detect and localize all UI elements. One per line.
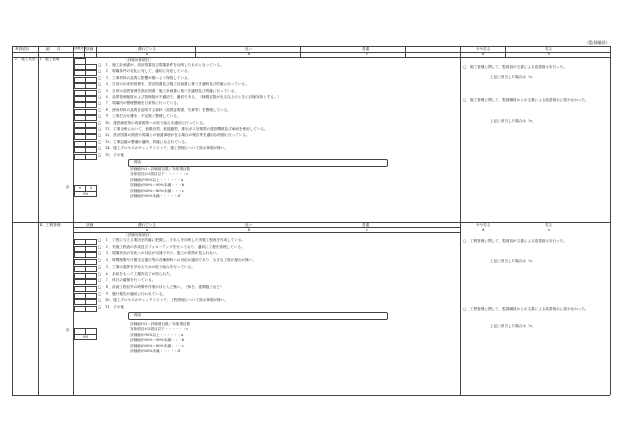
section1-note4: 上記に該当した場合は「e」	[490, 119, 536, 123]
formula-line: 評価値(%)＝評価項目数／対象項目数	[130, 322, 191, 326]
evaluation-item: □ ２．現場条件の変化に対して、適切に対応している。	[98, 69, 192, 74]
section1-note3: □ 施工管理に関して、監督職員からの文書による改善指示に従わなかった。	[463, 98, 589, 102]
rating-checkbox[interactable]	[85, 70, 97, 76]
grade-a-letter: a	[146, 52, 149, 56]
section1-calc-box1: 0	[74, 185, 86, 192]
section2-grade-e-letter: e	[548, 227, 551, 232]
col-sep-notes	[460, 46, 461, 395]
col-sep-item	[38, 46, 39, 395]
evaluation-item: □ ５．工事の進捗を早めるための取り組みを行っている。	[98, 264, 195, 269]
rating-checkbox[interactable]	[85, 273, 97, 279]
evaluation-item: □ ３．現場状況の変化への対応が迅速であり、施工の停滞が見られない。	[98, 251, 220, 256]
section1-note1: □ 施工管理に関して、監督員が文書による改善指示を行った。	[463, 65, 567, 69]
grade-b-letter: b	[248, 52, 251, 56]
col-sep-a	[195, 46, 196, 57]
rating-checkbox[interactable]	[85, 266, 97, 272]
section2-note3: □ 工程管理に関して、監督職員からの文書による改善指示に従わなかった。	[463, 307, 589, 311]
evaluation-item: □ ６．品質管理頻度および管理数が不適切で、適切である。（検測定数が出る以上のときに評価対象とする。）	[98, 95, 282, 99]
rating-checkbox[interactable]	[85, 134, 97, 140]
evaluation-item: □ ２．実施工程表の作成及びフォローアップを行っており、適切に工程を管理している。	[98, 244, 245, 249]
section1-calc-label: 計	[66, 185, 70, 189]
formula-line: 評価値が90%以上・・・・・・a	[130, 332, 184, 337]
formula-line: 評価値が80%～90%未満・・・b	[130, 183, 185, 188]
header-item: 考査項目	[15, 46, 30, 51]
section1-calc-box2: 0	[85, 185, 97, 192]
formula-line: 評価値が60%～80%未満・・・c	[130, 343, 184, 348]
grade-d-letter: d	[482, 52, 485, 56]
section1-subheader: ［評価対象項目］	[124, 57, 153, 62]
rating-checkbox[interactable]	[85, 246, 97, 252]
evaluation-item: □ １．施工計画書が、設計図書及び現場条件を反映したものとなっている。	[98, 63, 224, 67]
section2-pct: 0%	[74, 334, 97, 341]
section2-grade-d: やや劣る	[476, 222, 491, 227]
section2-grade-c: 普通	[362, 222, 370, 227]
col-sep-c	[405, 46, 406, 57]
rating-checkbox[interactable]	[85, 252, 97, 258]
header-eval: 評価対象	[74, 46, 87, 50]
grade-b-label: 良い	[245, 46, 253, 51]
rating-checkbox[interactable]	[85, 286, 97, 292]
formula-line: 評価値が60%未満・・・・・d	[130, 349, 180, 353]
evaluation-item: □ 12．設計図書の照査や現場との相違事項が在る場合の報告等を適切な時期に行っている。	[98, 133, 250, 138]
rating-checkbox[interactable]	[85, 299, 97, 305]
section2-grade-e: 劣る	[545, 222, 553, 227]
evaluation-item: □ 11．工事全般において、低騒音型、低振動型、排出ガス対策型の建設機械及び車両を使用している。	[98, 127, 268, 131]
frame-bottom	[12, 395, 610, 396]
rating-checkbox[interactable]	[85, 96, 97, 102]
section2-grade-d-letter: d	[482, 227, 485, 232]
rating-checkbox[interactable]	[85, 128, 97, 134]
grade-d-label: やや劣る	[476, 46, 491, 51]
section2-detail: Ⅱ．工程管理	[40, 223, 61, 227]
col-sep-d	[505, 46, 506, 57]
rating-checkbox[interactable]	[85, 239, 97, 245]
rating-checkbox[interactable]	[85, 77, 97, 83]
rating-checkbox[interactable]	[85, 154, 97, 160]
rating-checkbox[interactable]	[85, 109, 97, 115]
section1-other-bracket	[128, 159, 388, 167]
col-sep-b	[300, 46, 301, 57]
grade-c-letter: c	[366, 52, 369, 56]
col-sep-rating	[96, 46, 97, 57]
evaluation-item: □ 10．施工プロセスのチェックリストで、工程管理について指示事項が無い。	[98, 298, 228, 303]
evaluation-item: □ ９．工事打合せ簿を、不足無く整理している。	[98, 114, 181, 119]
evaluation-item: □ ９．履行報告が適切に行われている。	[98, 291, 167, 296]
evaluation-item: □ ４．時間制限や片側交互通行等の各種制約への対応が適切であり、大きな工程の遅れが無い。	[98, 258, 256, 263]
section2-note1: □ 工程管理に関して、監督員が文書による改善指示を行った。	[463, 239, 567, 243]
section2-grade-b: 良い	[245, 222, 253, 227]
grade-a-label: 優れている	[138, 46, 156, 51]
grade-c-label: 普通	[362, 46, 370, 51]
section2-subheader: ［評価対象項目］	[124, 232, 153, 237]
frame-right	[610, 46, 611, 395]
section2-grade-b-letter: b	[248, 227, 251, 232]
rating-checkbox[interactable]	[85, 122, 97, 128]
rating-checkbox[interactable]	[85, 115, 97, 121]
section1-other-note: 理由	[134, 159, 142, 164]
rating-checkbox[interactable]	[85, 141, 97, 147]
rating-checkbox[interactable]	[85, 279, 97, 285]
evaluation-item: □ ６．余裕をもって工期内完了が図られた。	[98, 271, 174, 276]
evaluation-item: □ 10．建設副産物の再資源等への取り組みを適切に行っている。	[98, 120, 207, 125]
section1-item: ２．施工状況	[14, 57, 36, 61]
section1-detail: Ⅰ．施工管理	[40, 57, 60, 61]
section2-note2: 上記に該当した場合は「e」	[490, 259, 536, 263]
grade-e-letter: e	[548, 52, 551, 56]
section2-calc-label: 計	[66, 328, 70, 332]
evaluation-item: □ 11．その他	[98, 305, 124, 309]
section2-grade-c-letter: c	[366, 227, 369, 232]
section1-pct: 0%	[74, 191, 97, 198]
section2-rating-header: 評価	[86, 222, 94, 227]
section2-header-sep1	[73, 227, 460, 228]
rating-checkbox[interactable]	[85, 64, 97, 70]
rating-checkbox[interactable]	[85, 90, 97, 96]
evaluation-item: □ ３．工事材料の品質に影響が無いよう保管している。	[98, 75, 192, 80]
section2-other-note: 理由	[134, 312, 142, 317]
formula-line: 対象項目が2項目以下・・・・・・c	[130, 327, 189, 332]
section1-note2: 上記に該当した場合は「e」	[490, 75, 536, 79]
section2-grade-a: 優れている	[138, 222, 156, 227]
rating-checkbox[interactable]	[85, 102, 97, 108]
header-rating: 評価	[86, 46, 94, 51]
formula-line: 評価値が60%未満・・・・・d	[130, 194, 180, 198]
evaluation-item: □ ８．使用材料の品質を証明する資料（品質証明書、写真等）を整理している。	[98, 107, 231, 112]
frame-header-sep1	[12, 52, 610, 53]
formula-line: 対象項目が2項目以下・・・・・・c	[130, 172, 189, 177]
formula-line: 評価値(%)＝評価項目数／対象項目数	[130, 167, 191, 171]
rating-checkbox[interactable]	[85, 306, 97, 312]
frame-top	[12, 46, 610, 47]
evaluation-item: □ ５．日常の品質管理を設計図書・施工計画書に基づき適時及び的確に行っている。	[98, 88, 238, 93]
rating-checkbox[interactable]	[85, 147, 97, 153]
evaluation-item: □ 14．施工プロセスのチェックリストで、施工管理について指示事項が無い。	[98, 146, 228, 151]
formula-line: 評価値が90%以上・・・・・・a	[130, 177, 184, 182]
evaluation-item: □ 15．その他	[98, 152, 124, 157]
frame-header-sep2	[12, 57, 610, 58]
evaluation-item: □ １．工程に与える要因を的確に把握し、それらを反映した実施工程表を作成している。	[98, 238, 246, 242]
formula-line: 評価値が60%～80%未満・・・c	[130, 188, 184, 193]
grade-e-label: 劣る	[545, 46, 553, 51]
evaluation-item: □ 13．工事記録の整備が適時、的確になされている。	[98, 139, 189, 144]
rating-checkbox[interactable]	[85, 293, 97, 299]
evaluation-item: □ ８．計画工程以外の時間外作業がほとんど無い。（休日、夜間施工など）	[98, 284, 224, 289]
evaluation-item: □ ４．日常の出来形管理を、設計図書及び施工計画書に基づき適時及び的確に行っている。	[98, 82, 249, 87]
corner-label: （監督職員）	[584, 40, 610, 45]
frame-left	[12, 46, 13, 395]
frame-section-sep	[12, 222, 610, 223]
section2-note4: 上記に該当した場合は「e」	[490, 324, 536, 328]
evaluation-item: □ ７．休日の確保を行っている。	[98, 278, 156, 283]
evaluation-item: □ ７．現場内の整理整頓を日常的に行っている。	[98, 101, 181, 106]
rating-checkbox[interactable]	[85, 83, 97, 89]
section2-grade-a-letter: a	[146, 227, 149, 232]
section2-other-bracket	[128, 312, 388, 320]
rating-checkbox[interactable]	[85, 259, 97, 265]
formula-line: 評価値が80%～90%未満・・・b	[130, 338, 185, 343]
header-detail: 細 目	[46, 46, 61, 51]
